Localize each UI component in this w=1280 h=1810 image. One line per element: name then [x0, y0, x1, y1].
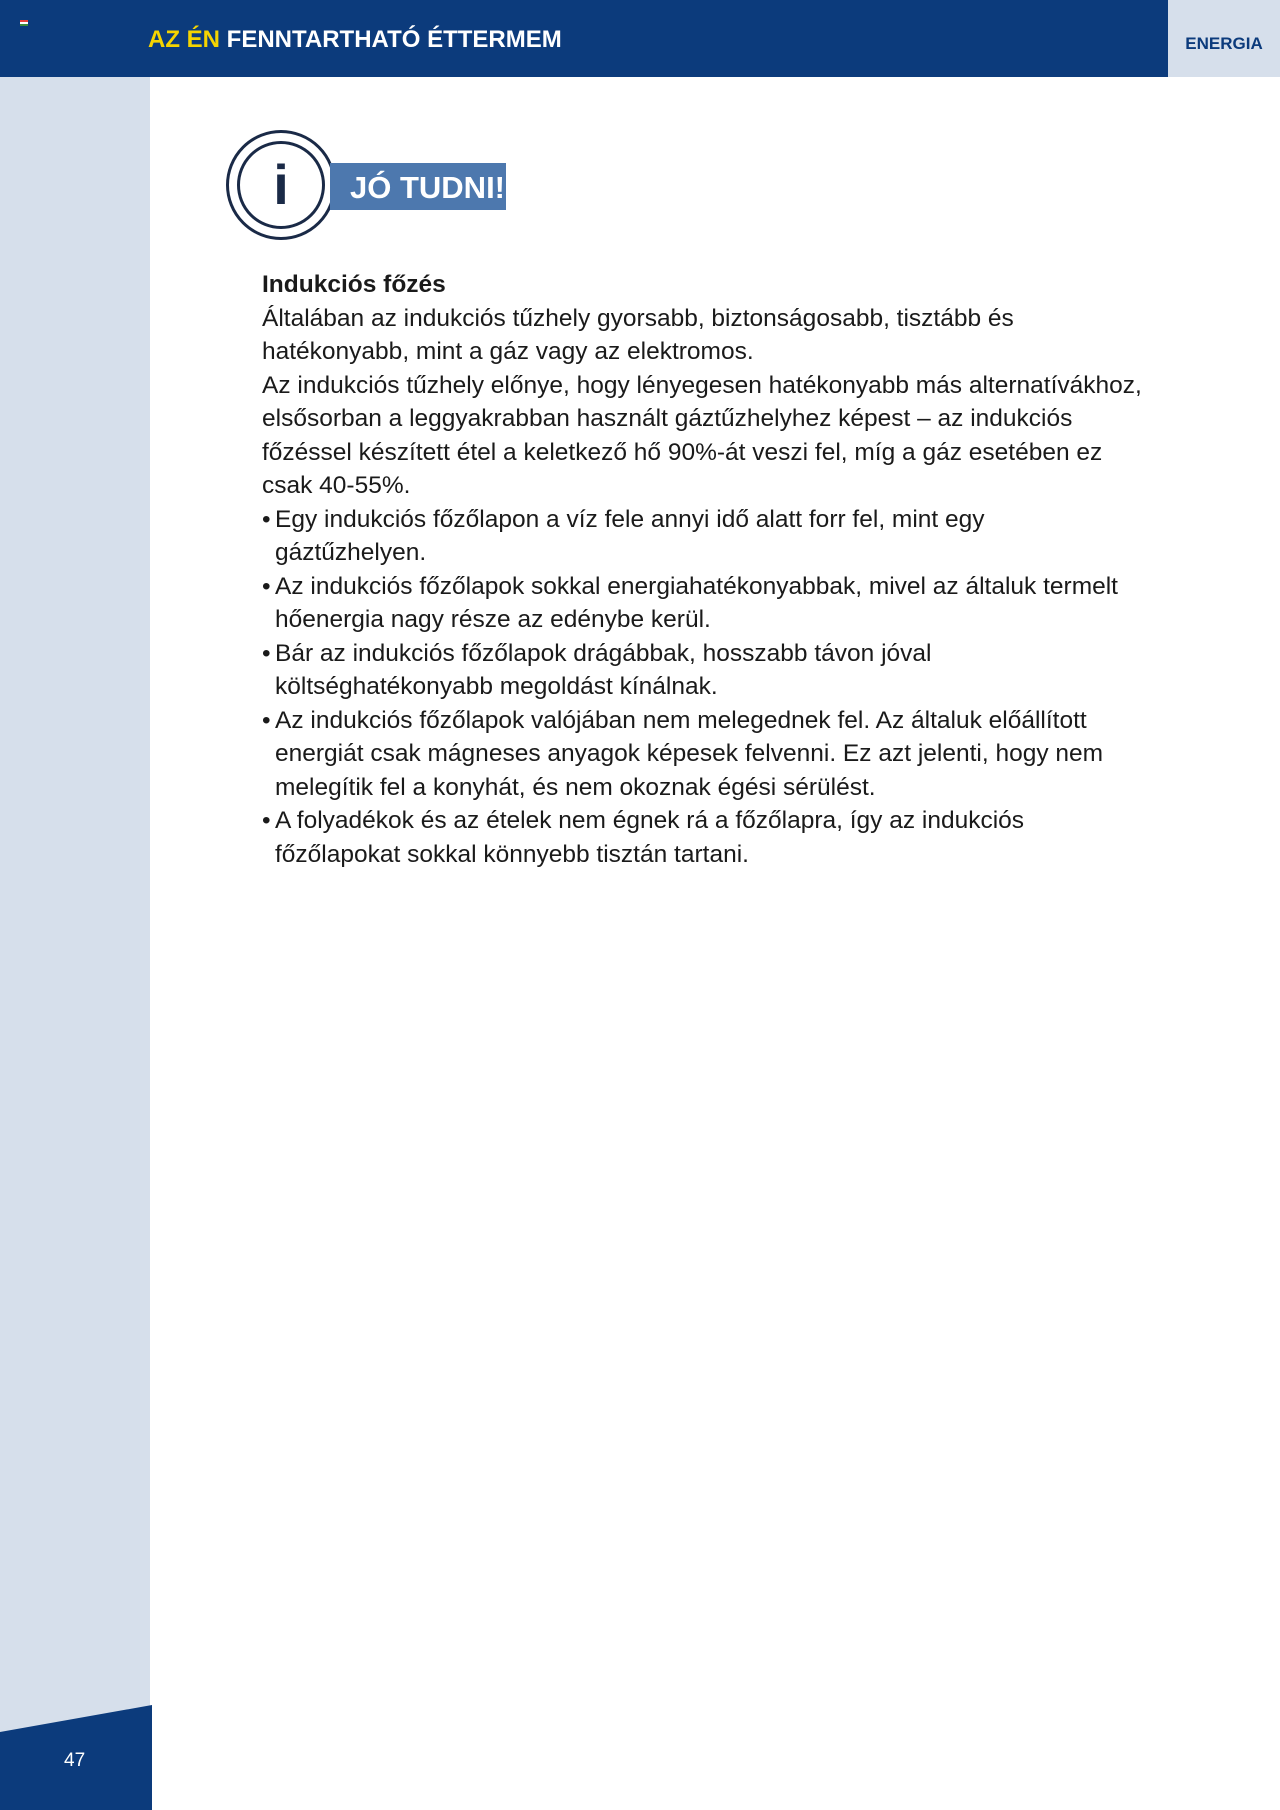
publication-title: [148, 26, 562, 54]
info-label: JÓ TUDNI!: [350, 170, 505, 205]
list-item-text: Egy indukciós főzőlapon a víz fele annyi idő alatt forr fel, mint egy gáztűzhelyen.: [275, 505, 985, 566]
list-item: [262, 637, 1142, 704]
left-margin-strip: [0, 77, 150, 1810]
bullet-list: [262, 503, 1142, 872]
list-item-text: Az indukciós főzőlapok sokkal energiahatékonyabbak, mivel az általuk termelt hőenergia nagy része az edénybe kerül.: [275, 572, 1118, 633]
article-paragraph-2: Az indukciós tűzhely előnye, hogy lényegesen hatékonyabb más alternatívákhoz, elsősorban a leggyakrabban használt gáztűzhelyhez képest – az indukciós főzéssel készített étel a keletkező hő 90%-át veszi fel, míg a gáz esetében ez csak 40-55%.: [262, 371, 1142, 499]
list-item: [262, 503, 1142, 570]
article-body: [262, 268, 1142, 871]
list-item-text: Bár az indukciós főzőlapok drágábbak, hosszabb távon jóval költséghatékonyabb megoldást kínálnak.: [275, 639, 932, 700]
list-item-text: Az indukciós főzőlapok valójában nem melegednek fel. Az általuk előállított energiát csak mágneses anyagok képesek felvenni. Ez azt jelenti, hogy nem melegítik fel a konyhát, és nem okoznak égési sérülést.: [275, 706, 1104, 801]
info-glyph: i: [273, 153, 289, 216]
bullet-marker: •: [262, 505, 271, 533]
page-number: 47: [64, 1750, 86, 1771]
flag-icon: [20, 20, 28, 26]
list-item: [262, 704, 1142, 805]
title-accent: AZ ÉN: [148, 26, 220, 53]
section-tab: [1168, 0, 1280, 77]
bullet-marker: •: [262, 639, 271, 667]
section-tab-label: ENERGIA: [1185, 34, 1263, 53]
list-item-text: A folyadékok és az ételek nem égnek rá a főzőlapra, így az indukciós főzőlapokat sokkal könnyebb tisztán tartani.: [275, 807, 1025, 868]
title-rest: FENNTARTHATÓ ÉTTERMEM: [226, 26, 562, 53]
bullet-marker: •: [262, 572, 271, 600]
bullet-marker: •: [262, 807, 271, 834]
bullet-marker: •: [262, 706, 271, 734]
info-icon-inner-ring: [237, 141, 325, 229]
list-item: [262, 570, 1142, 637]
info-icon: [226, 130, 336, 240]
info-badge: [226, 130, 338, 240]
article-paragraph-1: Általában az indukciós tűzhely gyorsabb, biztonságosabb, tisztább és hatékonyabb, mint a gáz vagy az elektromos.: [262, 304, 1014, 365]
list-item: [262, 804, 1142, 871]
header-bar: [0, 0, 1168, 77]
article-heading: Indukciós főzés: [262, 271, 446, 298]
